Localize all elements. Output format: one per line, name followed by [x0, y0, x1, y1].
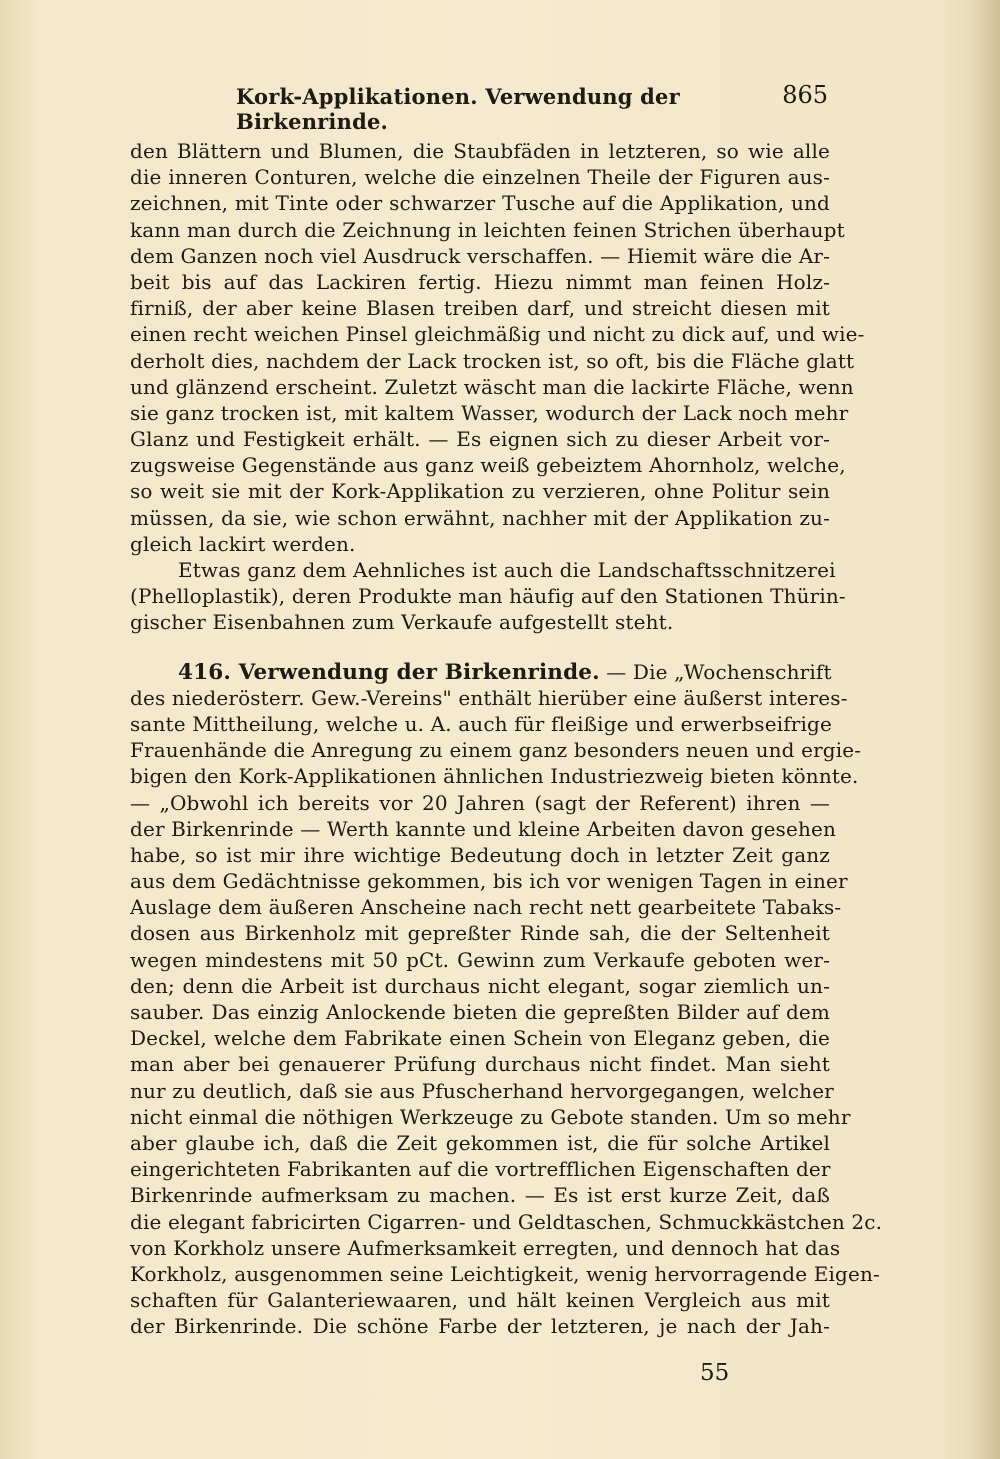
text-line: derholt dies, nachdem der Lack trocken ist, so oft, bis die Fläche glatt	[130, 348, 855, 373]
text-line: sante Mittheilung, welche u. A. auch für fleißige und erwerbseifrige	[130, 711, 832, 736]
text-line: des niederösterr. Gew.-Vereins" enthält hierüber eine äußerst interes-	[130, 685, 848, 710]
text-line: zugsweise Gegenstände aus ganz weiß gebeiztem Ahornholz, welche,	[130, 453, 846, 478]
text-line: eingerichteten Fabrikanten auf die vortrefflichen Eigenschaften der	[130, 1157, 831, 1182]
text-line: der Birkenrinde. Die schöne Farbe der letzteren, je nach der Jah-	[130, 1314, 830, 1339]
section-first-line-text: — Die „Wochenschrift	[599, 659, 832, 684]
page-number: 865	[782, 81, 828, 109]
paragraph-1	[130, 138, 865, 557]
section-heading-line	[130, 659, 830, 685]
signature-number: 55	[700, 1360, 730, 1386]
text-line: — „Obwohl ich bereits vor 20 Jahren (sagt der Referent) ihren —	[130, 790, 830, 815]
text-line: bigen den Kork-Applikationen ähnlichen Industriezweig bieten könnte.	[130, 764, 859, 789]
text-line: kann man durch die Zeichnung in leichten feinen Strichen überhaupt	[130, 217, 845, 242]
text-line: aber glaube ich, daß die Zeit gekommen ist, die für solche Artikel	[130, 1130, 830, 1155]
text-line: wegen mindestens mit 50 pCt. Gewinn zum Verkaufe geboten wer-	[130, 947, 830, 972]
text-line: und glänzend erscheint. Zuletzt wäscht man die lackirte Fläche, wenn	[130, 374, 854, 399]
text-line: schaften für Galanteriewaaren, und hält keinen Vergleich aus mit	[130, 1288, 830, 1313]
text-line: sie ganz trocken ist, mit kaltem Wasser, wodurch der Lack noch mehr	[130, 400, 849, 425]
text-line: nicht einmal die nöthigen Werkzeuge zu Gebote standen. Um so mehr	[130, 1104, 851, 1129]
body-text	[130, 138, 883, 1339]
section-title: 416. Verwendung der Birkenrinde.	[178, 659, 600, 685]
text-line: so weit sie mit der Kork-Applikation zu verzieren, ohne Politur sein	[130, 479, 830, 504]
paragraph-2	[130, 557, 846, 636]
text-line: aus dem Gedächtnisse gekommen, bis ich vor wenigen Tagen in einer	[130, 869, 848, 894]
text-line: der Birkenrinde — Werth kannte und kleine Arbeiten davon gesehen	[130, 816, 837, 841]
text-line: von Korkholz unsere Aufmerksamkeit erregten, und dennoch hat das	[130, 1235, 841, 1260]
text-line: Korkholz, ausgenommen seine Leichtigkeit, wenig hervorragende Eigen-	[130, 1261, 880, 1286]
page-edge-shadow	[970, 0, 1000, 1459]
text-line: firniß, der aber keine Blasen treiben darf, und streicht diesen mit	[130, 296, 830, 321]
text-line: Birkenrinde aufmerksam zu machen. — Es ist erst kurze Zeit, daß	[130, 1183, 830, 1208]
header-title: Kork-Applikationen. Verwendung der Birkenrinde.	[236, 84, 680, 134]
text-line: beit bis auf das Lackiren fertig. Hiezu nimmt man feinen Holz-	[130, 269, 830, 294]
text-line: müssen, da sie, wie schon erwähnt, nachher mit der Applikation zu-	[130, 505, 830, 530]
text-line: sauber. Das einzig Anlockende bieten die gepreßten Bilder auf dem	[130, 1000, 830, 1024]
text-line: die inneren Conturen, welche die einzelnen Theile der Figuren aus-	[130, 165, 830, 190]
text-line: einen recht weichen Pinsel gleichmäßig und nicht zu dick auf, und wie-	[130, 322, 865, 347]
text-line: man aber bei genauerer Prüfung durchaus nicht findet. Man sieht	[130, 1052, 830, 1077]
text-line: Glanz und Festigkeit erhält. — Es eignen sich zu dieser Arbeit vor-	[130, 427, 830, 452]
text-line: den; denn die Arbeit ist durchaus nicht elegant, sogar ziemlich un-	[130, 973, 830, 998]
text-line: nur zu deutlich, daß sie aus Pfuscherhand hervorgegangen, welcher	[130, 1078, 834, 1103]
text-line: dem Ganzen noch viel Ausdruck verschaffen. — Hiemit wäre die Ar-	[130, 243, 831, 268]
text-line: habe, so ist mir ihre wichtige Bedeutung doch in letzter Zeit ganz	[130, 842, 830, 867]
text-line: den Blättern und Blumen, die Staubfäden in letzteren, so wie alle	[130, 139, 830, 163]
text-line: die elegant fabricirten Cigarren- und Geldtaschen, Schmuckkästchen 2c.	[130, 1209, 883, 1234]
text-line: dosen aus Birkenholz mit gepreßter Rinde sah, die der Seltenheit	[130, 921, 830, 946]
section-gap	[130, 636, 830, 659]
text-line: Auslage dem äußeren Anscheine nach recht nett gearbeitete Tabaks-	[130, 895, 842, 920]
running-header	[236, 81, 828, 134]
text-line: Frauenhände die Anregung zu einem ganz besonders neuen und ergie-	[130, 738, 862, 763]
text-line: Deckel, welche dem Fabrikate einen Schein von Eleganz geben, die	[130, 1026, 830, 1051]
text-line: gischer Eisenbahnen zum Verkaufe aufgestellt steht.	[130, 610, 674, 635]
text-line: zeichnen, mit Tinte oder schwarzer Tusche auf die Applikation, und	[130, 191, 830, 216]
text-line: (Phelloplastik), deren Produkte man häufig auf den Stationen Thürin-	[130, 584, 846, 609]
text-line: gleich lackirt werden.	[130, 531, 356, 556]
section-416	[130, 659, 883, 1340]
text-line: Etwas ganz dem Aehnliches ist auch die Landschaftsschnitzerei	[178, 558, 836, 582]
